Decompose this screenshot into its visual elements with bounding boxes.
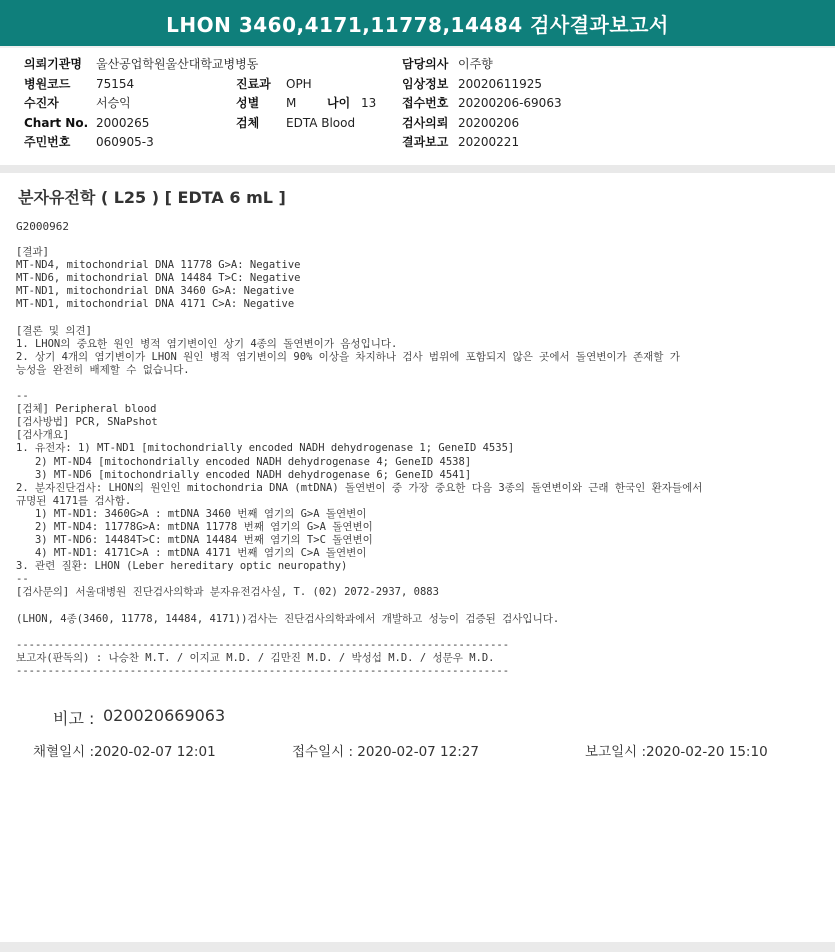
doctor-label: 담당의사 — [402, 57, 449, 71]
report-title: LHON 3460,4171,11778,14484 검사결과보고서 — [0, 0, 835, 46]
request-date-value: 20200206 — [458, 116, 520, 130]
footer-strip — [0, 942, 835, 952]
section-title: 분자유전학 ( L25 ) [ EDTA 6 mL ] — [18, 188, 286, 207]
specimen-id: G2000962 — [16, 220, 69, 233]
chart-no-label: Chart No. — [24, 116, 89, 130]
age-label: 나이 — [327, 96, 351, 110]
receipt-number-label: 접수번호 — [402, 96, 449, 110]
receipt-datetime: 접수일시 : 2020-02-07 12:27 — [292, 744, 479, 760]
rrn-label: 주민번호 — [24, 135, 71, 149]
patient-label: 수진자 — [24, 96, 59, 110]
patient-value: 서승익 — [96, 96, 131, 110]
institution-label: 의뢰기관명 — [24, 57, 82, 71]
request-date-label: 검사의뢰 — [402, 116, 449, 130]
chart-no-value: 2000265 — [96, 116, 150, 130]
collection-datetime: 채혈일시 :2020-02-07 12:01 — [33, 744, 216, 760]
result-date-value: 20200221 — [458, 135, 520, 149]
age-value: 13 — [361, 96, 377, 110]
receipt-number-value: 20200206-69063 — [458, 96, 562, 110]
header-row-institution — [0, 54, 835, 74]
department-value: OPH — [286, 77, 312, 91]
institution-value: 울산공업학원울산대학교병병동 — [96, 57, 259, 71]
sex-value: M — [286, 96, 297, 110]
sex-label: 성별 — [236, 96, 260, 110]
rrn-value: 060905-3 — [96, 135, 154, 149]
header-row-chart — [0, 113, 835, 133]
section-divider — [0, 165, 835, 173]
clinical-info-label: 임상정보 — [402, 77, 449, 91]
doctor-value: 이주향 — [458, 57, 493, 71]
specimen-value: EDTA Blood — [286, 116, 356, 130]
remark-label: 비고 : — [53, 709, 95, 728]
hospital-code-value: 75154 — [96, 77, 135, 91]
header-row-code — [0, 74, 835, 94]
header-row-rrn — [0, 132, 835, 152]
clinical-info-value: 20020611925 — [458, 77, 542, 91]
header-row-patient — [0, 93, 835, 113]
remark-value: 020020669063 — [103, 706, 226, 725]
report-body: [결과] MT-ND4, mitochondrial DNA 11778 G>A: Negative MT-ND6, mitochondrial DNA 14484 T>C: Negative MT-ND1, mitochondrial DNA 3460 G>A: Negative MT-ND1, mitochondrial DNA 4171 C>A: Negative [결론 및 의견] 1. LHON의 중요한 원인 병적 염기변이인 상기 4종의 돌연변이가 음성입니다. 2. 상기 4개의 염기변이가 LHON 원인 병적 염기변이의 90% 이상을 차지하나 검사 범위에 포함되지 않은 곳에서 돌연변이가 존재할 가 능성을 완전히 배제할 수 없습니다. -- [검체] Peripheral blood [검사방법] PCR, SNaPshot [검사개요] 1. 유전자: 1) MT-ND1 [mitochondrially encoded NADH dehydrogenase 1; GeneID 4535] 2) MT-ND4 [mitochondrially encoded NADH dehydrogenase 4; GeneID 4538] 3) MT-ND6 [mitochondrially encoded NADH dehydrogenase 6; GeneID 4541] 2. 분자진단검사: LHON의 원인인 mitochondria DNA (mtDNA) 돌연변이 중 가장 중요한 다음 3종의 돌연변이와 근래 한국인 환자들에서 규명된 4171를 검사함. 1) MT-ND1: 3460G>A : mtDNA 3460 번째 염기의 G>A 돌연변이 2) MT-ND4: 11778G>A: mtDNA 11778 번째 염기의 G>A 돌연변이 3) MT-ND6: 14484T>C: mtDNA 14484 번째 염기의 T>C 돌연변이 4) MT-ND1: 4171C>A : mtDNA 4171 번째 염기의 C>A 돌연변이 3. 관련 질환: LHON (Leber hereditary optic neuropathy) -- [검사문의] 서울대병원 진단검사의학과 분자유전검사실, T. (02) 2072-2937, 0883 (LHON, 4종(3460, 11778, 14484, 4171))검사는 진단검사의학과에서 개발하고 성능이 검증된 검사입니다. ------------------------------------------------------------------------------ 보고자(판독의) : 나승찬 M.T. / 이지교 M.D. / 김만진 M.D. / 박성섭 M.D. / 성문우 M.D. ------------------------------------------------------------------------------ — [16, 246, 703, 677]
result-date-label: 결과보고 — [402, 135, 449, 149]
header-info — [0, 48, 835, 166]
report-datetime: 보고일시 :2020-02-20 15:10 — [585, 744, 768, 760]
hospital-code-label: 병원코드 — [24, 77, 71, 91]
report-content — [0, 173, 835, 942]
department-label: 진료과 — [236, 77, 271, 91]
specimen-label: 검체 — [236, 116, 260, 130]
